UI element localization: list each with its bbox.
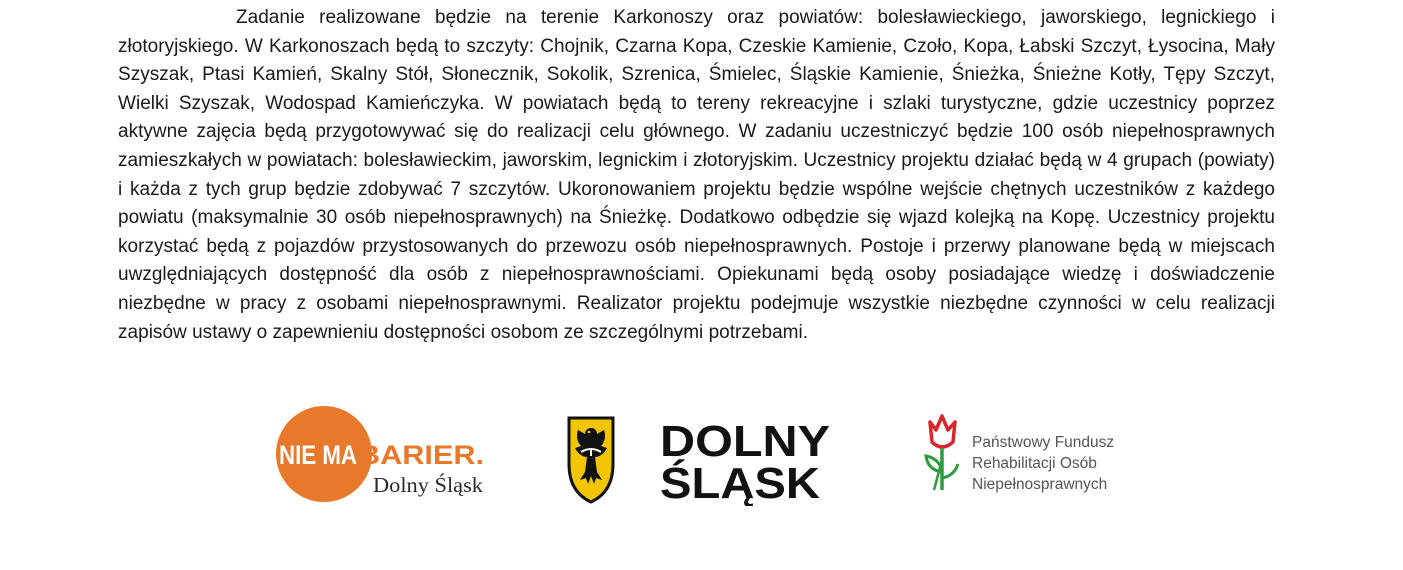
body-text-block: [118, 4, 1275, 347]
dolny-slask-logo-graphic: [566, 414, 836, 506]
pfron-line-3: Niepełnosprawnych: [972, 476, 1108, 493]
logo-text-barier: BARIER.: [358, 440, 484, 470]
pfron-logo: [920, 412, 1150, 502]
logo-text-nie-ma: NIE MA: [279, 440, 357, 470]
tulip-icon: [920, 412, 966, 496]
logos-row: [0, 400, 1403, 510]
pfron-line-1: Państwowy Fundusz: [972, 434, 1115, 451]
nie-ma-barier-logo-graphic: [276, 406, 488, 504]
logo-text-dolny: DOLNY: [660, 417, 830, 466]
nie-ma-barier-logo: [276, 406, 488, 504]
body-paragraph: Zadanie realizowane będzie na terenie Karkonoszy oraz powiatów: bolesławieckiego, jaworskiego, legnickiego i złotoryjskiego. W Karkonoszach będą to szczyty: Chojnik, Czarna Kopa, Czeskie Kamienie, Czoło, Kopa, Łabski Szczyt, Łysocina, Mały Szyszak, Ptasi Kamień, Skalny Stół, Słonecznik, Sokolik, Szrenica, Śmielec, Śląskie Kamienie, Śnieżka, Śnieżne Kotły, Tępy Szczyt, Wielki Szyszak, Wodospad Kamieńczyka. W powiatach będą to tereny rekreacyjne i szlaki turystyczne, gdzie uczestnicy poprzez aktywne zajęcia będą przygotowywać się do realizacji celu głównego. W zadaniu uczestniczyć będzie 100 osób niepełnosprawnych zamieszkałych w powiatach: bolesławieckim, jaworskim, legnickim i złotoryjskim. Uczestnicy projektu działać będą w 4 grupach (powiaty) i każda z tych grup będzie zdobywać 7 szczytów. Ukoronowaniem projektu będzie wspólne wejście chętnych uczestników z każdego powiatu (maksymalnie 30 osób niepełnosprawnych) na Śnieżkę. Dodatkowo odbędzie się wjazd kolejką na Kopę. Uczestnicy projektu korzystać będą z pojazdów przystosowanych do przewozu osób niepełnosprawnych. Postoje i przerwy planowane będą w miejscach uwzględniających dostępność dla osób z niepełnosprawnościami. Opiekunami będą osoby posiadające wiedzę i doświadczenie niezbędne w pracy z osobami niepełnosprawnymi. Realizator projektu podejmuje wszystkie niezbędne czynności w celu realizacji zapisów ustawy o zapewnieniu dostępności osobom ze szczególnymi potrzebami.: [118, 7, 1275, 343]
logo-text-slask: ŚLĄSK: [660, 459, 810, 506]
pfron-name-text: [972, 432, 1114, 495]
dolny-slask-logo: [566, 414, 836, 506]
logo-text-dolny-slask: Dolny Śląsk: [373, 473, 484, 497]
pfron-line-2: Rehabilitacji Osób: [972, 455, 1097, 472]
eagle-shield-icon: [569, 418, 613, 502]
